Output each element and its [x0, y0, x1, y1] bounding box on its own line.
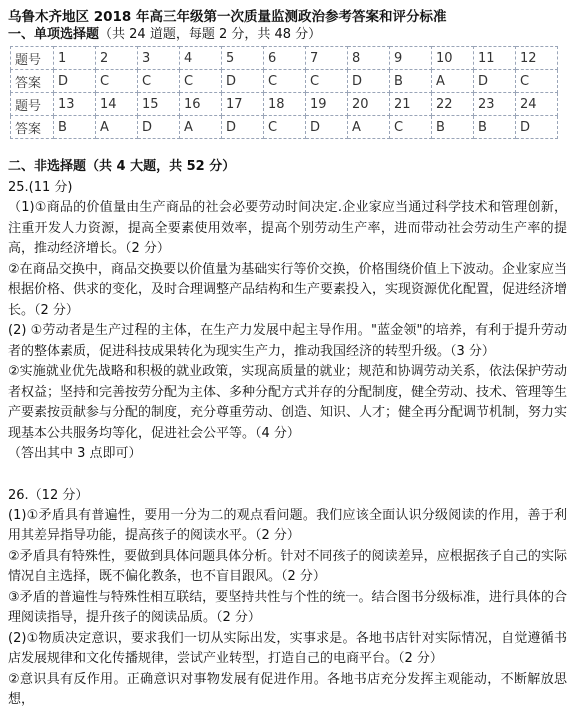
q25-answer: [8, 198, 567, 465]
answer-cell: D: [516, 116, 558, 139]
question-number-cell: 13: [54, 93, 96, 116]
question-number-row: [11, 93, 558, 116]
answer-cell: A: [432, 70, 474, 93]
answer-cell: D: [54, 70, 96, 93]
question-number-cell: 3: [138, 47, 180, 70]
answer-cell: A: [96, 116, 138, 139]
question-number-cell: 9: [390, 47, 432, 70]
document-title: 乌鲁木齐地区 2018 年高三年级第一次质量监测政治参考答案和评分标准: [8, 9, 447, 25]
answer-cell: B: [432, 116, 474, 139]
section2-heading: 二、非选择题（共 4 大题，共 52 分）: [8, 159, 236, 174]
question-number-cell: 23: [474, 93, 516, 116]
answer-row: [11, 116, 558, 139]
answer-cell: C: [180, 70, 222, 93]
row-label-answer: 答案: [11, 116, 54, 139]
answer-cell: D: [306, 116, 348, 139]
question-number-cell: 15: [138, 93, 180, 116]
question-number-cell: 21: [390, 93, 432, 116]
section1-note: （共 24 道题，每题 2 分，共 48 分）: [99, 27, 322, 42]
question-number-cell: 14: [96, 93, 138, 116]
question-number-cell: 22: [432, 93, 474, 116]
q25-paragraph: （答出其中 3 点即可）: [8, 446, 142, 461]
spacer: [8, 465, 567, 485]
q25-paragraph: ②实施就业优先战略和积极的就业政策，实现高质量的就业；规范和协调劳动关系，依法保护劳动者权益；坚持和完善按劳分配为主体、多种分配方式并存的分配制度，健全劳动、技术、管理等生产要素按贡献参与分配的制度，充分尊重劳动、创造、知识、人才；健全再分配调节机制，努力实现基本公共服务均等化，促进社会公平等。（4 分）: [8, 364, 568, 441]
answer-cell: A: [348, 116, 390, 139]
q25-paragraph: (2) ①劳动者是生产过程的主体，在生产力发展中起主导作用。"蓝金领"的培养，有利于提升劳动者的整体素质，促进科技成果转化为现实生产力，推动我国经济的转型升级。（3 分）: [8, 323, 567, 359]
q25-header: 25.(11 分): [8, 180, 73, 195]
question-number-row: [11, 47, 558, 70]
question-number-cell: 11: [474, 47, 516, 70]
question-number-cell: 7: [306, 47, 348, 70]
answer-cell: C: [264, 116, 306, 139]
q25-paragraph: （1)①商品的价值量由生产商品的社会必要劳动时间决定.企业家应当通过科学技术和管理创新，注重开发人力资源，提高全要素使用效率，提高个别劳动生产率，进而带动社会劳动生产率的提高，推动经济增长。（2 分）: [8, 200, 567, 256]
question-number-cell: 2: [96, 47, 138, 70]
row-label-question-number: 题号: [11, 93, 54, 116]
answer-cell: C: [138, 70, 180, 93]
answer-cell: D: [222, 70, 264, 93]
answer-cell: D: [474, 70, 516, 93]
question-number-cell: 18: [264, 93, 306, 116]
answer-cell: C: [264, 70, 306, 93]
q26-header: 26.（12 分）: [8, 487, 89, 503]
question-number-cell: 19: [306, 93, 348, 116]
answer-row: [11, 70, 558, 93]
answer-cell: D: [222, 116, 264, 139]
answer-cell: C: [306, 70, 348, 93]
q25-paragraph: ②在商品交换中，商品交换要以价值量为基础实行等价交换，价格围绕价值上下波动。企业家应当根据价格、供求的变化，及时合理调整产品结构和生产要素投入，实现资源优化配置，促进经济增长。（2 分）: [8, 261, 568, 318]
question-number-cell: 20: [348, 93, 390, 116]
row-label-answer: 答案: [11, 70, 54, 93]
answer-cell: C: [96, 70, 138, 93]
question-number-cell: 5: [222, 47, 264, 70]
row-label-question-number: 题号: [11, 47, 54, 70]
section1-heading-line: [8, 26, 567, 44]
q26-answer: [8, 506, 567, 711]
q26-paragraph: ③矛盾的普遍性与特殊性相互联结，要坚持共性与个性的统一。结合图书分级标准，进行具体的合理阅读指导，提升孩子的阅读品质。（2 分）: [8, 589, 567, 625]
answer-cell: D: [138, 116, 180, 139]
answer-cell: A: [180, 116, 222, 139]
answer-cell: C: [516, 70, 558, 93]
answer-cell: B: [54, 116, 96, 139]
answer-cell: B: [390, 70, 432, 93]
answer-table: [10, 46, 558, 139]
q26-paragraph: ②意识具有反作用。正确意识对事物发展有促进作用。各地书店充分发挥主观能动，不断解放思想，: [8, 671, 567, 707]
q26-paragraph: (1)①矛盾具有普遍性，要用一分为二的观点看问题。我们应该全面认识分级阅读的作用，善于利用其差异指导功能，提高孩子的阅读水平。（2 分）: [8, 507, 567, 543]
question-number-cell: 12: [516, 47, 558, 70]
section1-heading: 一、单项选择题: [8, 27, 100, 42]
question-number-cell: 1: [54, 47, 96, 70]
question-number-cell: 8: [348, 47, 390, 70]
answer-cell: B: [474, 116, 516, 139]
question-number-cell: 17: [222, 93, 264, 116]
q26-paragraph: ②矛盾具有特殊性，要做到具体问题具体分析。针对不同孩子的阅读差异，应根据孩子自己的实际情况自主选择，既不偏化教条，也不盲目跟风。（2 分）: [8, 548, 567, 584]
q26-paragraph: (2)①物质决定意识，要求我们一切从实际出发，实事求是。各地书店针对实际情况，自觉遵循书店发展规律和文化传播规律，尝试产业转型，打造自己的电商平台。（2 分）: [8, 630, 567, 666]
answer-cell: C: [390, 116, 432, 139]
answer-document: [8, 4, 567, 711]
question-number-cell: 16: [180, 93, 222, 116]
question-number-cell: 24: [516, 93, 558, 116]
question-number-cell: 4: [180, 47, 222, 70]
question-number-cell: 6: [264, 47, 306, 70]
answer-cell: D: [348, 70, 390, 93]
question-number-cell: 10: [432, 47, 474, 70]
